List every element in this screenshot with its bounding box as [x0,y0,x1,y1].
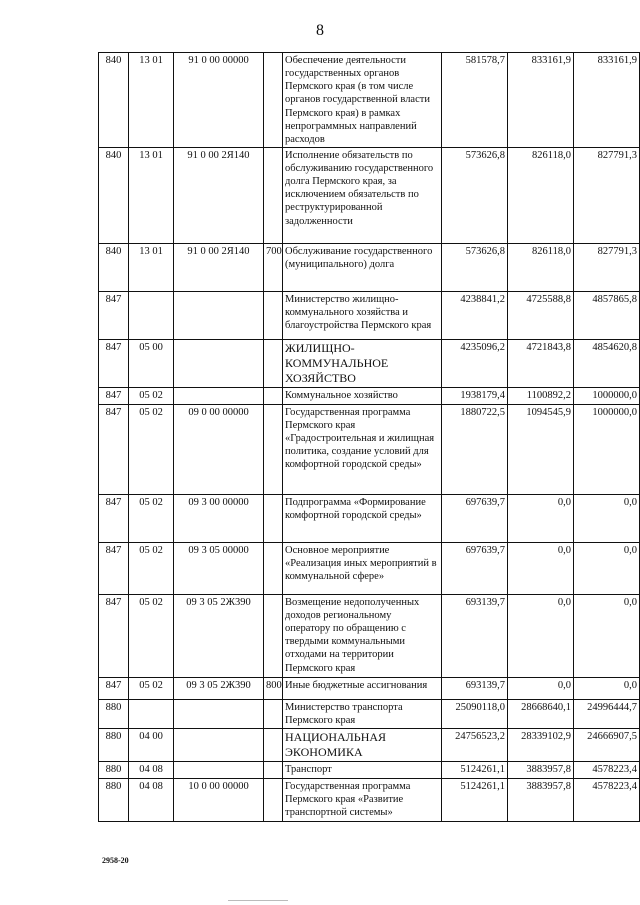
amount-year-2-cell: 1100892,2 [508,387,574,404]
amount-year-2-cell: 0,0 [508,542,574,594]
section-code-cell: 04 08 [129,779,174,821]
amount-year-1-cell: 25090118,0 [442,699,508,728]
ved-code-cell: 847 [99,494,129,542]
target-article-cell [174,291,264,339]
scan-artifact [228,900,288,901]
ved-code-cell: 880 [99,699,129,728]
table-row [99,404,640,494]
amount-year-1-cell: 573626,8 [442,147,508,243]
budget-table-body [99,53,640,822]
section-code-cell: 05 02 [129,404,174,494]
target-article-cell: 09 3 05 2Ж390 [174,594,264,677]
budget-table [98,52,640,822]
amount-year-3-cell: 4857865,8 [574,291,640,339]
amount-year-1-cell: 573626,8 [442,243,508,291]
expense-type-cell [264,387,283,404]
expense-type-cell [264,762,283,779]
amount-year-3-cell: 827791,3 [574,147,640,243]
amount-year-1-cell: 4235096,2 [442,339,508,387]
item-name-cell: Возмещение недополученных доходов региональному оператору по обращению с твердыми коммунальными отходами на территории Пермского края [283,594,442,677]
ved-code-cell: 847 [99,387,129,404]
amount-year-3-cell: 0,0 [574,677,640,699]
target-article-cell: 10 0 00 00000 [174,779,264,821]
target-article-cell [174,699,264,728]
amount-year-2-cell: 28668640,1 [508,699,574,728]
item-name-cell: Исполнение обязательств по обслуживанию государственного долга Пермского края, за исключением обязательств по реструктурированной задолженности [283,147,442,243]
expense-type-cell [264,779,283,821]
ved-code-cell: 847 [99,404,129,494]
table-row [99,594,640,677]
table-row [99,699,640,728]
table-row [99,339,640,387]
item-name-cell: Иные бюджетные ассигнования [283,677,442,699]
ved-code-cell: 840 [99,243,129,291]
target-article-cell [174,339,264,387]
amount-year-2-cell: 826118,0 [508,147,574,243]
amount-year-3-cell: 4854620,8 [574,339,640,387]
expense-type-cell [264,147,283,243]
ved-code-cell: 840 [99,53,129,148]
item-name-cell: Обеспечение деятельности государственных органов Пермского края (в том числе органов государственной власти Пермского края) в рамках непрограммных направлений расходов [283,53,442,148]
amount-year-1-cell: 693139,7 [442,594,508,677]
section-code-cell: 05 02 [129,494,174,542]
amount-year-3-cell: 0,0 [574,542,640,594]
section-code-cell: 05 02 [129,677,174,699]
amount-year-3-cell: 827791,3 [574,243,640,291]
section-code-cell: 04 08 [129,762,174,779]
item-name-cell: Государственная программа Пермского края «Градостроительная и жилищная политика, создание условий для комфортной городской среды» [283,404,442,494]
table-row [99,243,640,291]
amount-year-2-cell: 3883957,8 [508,762,574,779]
item-name-cell: Государственная программа Пермского края «Развитие транспортной системы» [283,779,442,821]
ved-code-cell: 880 [99,779,129,821]
expense-type-cell [264,729,283,762]
table-row [99,147,640,243]
amount-year-2-cell: 3883957,8 [508,779,574,821]
table-row [99,53,640,148]
amount-year-2-cell: 0,0 [508,594,574,677]
ved-code-cell: 880 [99,729,129,762]
item-name-cell: ЖИЛИЩНО-КОММУНАЛЬНОЕ ХОЗЯЙСТВО [283,339,442,387]
amount-year-3-cell: 24996444,7 [574,699,640,728]
target-article-cell [174,762,264,779]
ved-code-cell: 847 [99,339,129,387]
expense-type-cell [264,53,283,148]
section-code-cell: 05 02 [129,542,174,594]
ved-code-cell: 847 [99,291,129,339]
amount-year-3-cell: 1000000,0 [574,387,640,404]
item-name-cell: Министерство жилищно-коммунального хозяйства и благоустройства Пермского края [283,291,442,339]
target-article-cell: 09 3 05 2Ж390 [174,677,264,699]
ved-code-cell: 840 [99,147,129,243]
expense-type-cell [264,542,283,594]
table-row [99,387,640,404]
amount-year-1-cell: 697639,7 [442,542,508,594]
document-code: 2958-20 [102,856,129,865]
expense-type-cell [264,404,283,494]
target-article-cell [174,387,264,404]
table-row [99,729,640,762]
amount-year-1-cell: 697639,7 [442,494,508,542]
amount-year-3-cell: 0,0 [574,594,640,677]
item-name-cell: Обслуживание государственного (муниципального) долга [283,243,442,291]
item-name-cell: Основное мероприятие «Реализация иных мероприятий в коммунальной сфере» [283,542,442,594]
page-number: 8 [316,22,324,39]
target-article-cell: 91 0 00 2Я140 [174,147,264,243]
ved-code-cell: 847 [99,677,129,699]
expense-type-cell [264,339,283,387]
table-row [99,779,640,821]
amount-year-3-cell: 0,0 [574,494,640,542]
section-code-cell: 13 01 [129,243,174,291]
amount-year-3-cell: 24666907,5 [574,729,640,762]
amount-year-2-cell: 1094545,9 [508,404,574,494]
expense-type-cell [264,494,283,542]
target-article-cell: 91 0 00 2Я140 [174,243,264,291]
expense-type-cell [264,291,283,339]
amount-year-1-cell: 1880722,5 [442,404,508,494]
expense-type-cell: 700 [264,243,283,291]
target-article-cell: 09 0 00 00000 [174,404,264,494]
ved-code-cell: 847 [99,594,129,677]
ved-code-cell: 847 [99,542,129,594]
target-article-cell: 09 3 00 00000 [174,494,264,542]
amount-year-2-cell: 28339102,9 [508,729,574,762]
amount-year-1-cell: 4238841,2 [442,291,508,339]
item-name-cell: Транспорт [283,762,442,779]
item-name-cell: Министерство транспорта Пермского края [283,699,442,728]
amount-year-2-cell: 0,0 [508,677,574,699]
item-name-cell: Подпрограмма «Формирование комфортной городской среды» [283,494,442,542]
amount-year-2-cell: 833161,9 [508,53,574,148]
target-article-cell: 91 0 00 00000 [174,53,264,148]
section-code-cell [129,699,174,728]
section-code-cell: 05 00 [129,339,174,387]
expense-type-cell: 800 [264,677,283,699]
amount-year-3-cell: 833161,9 [574,53,640,148]
table-row [99,291,640,339]
amount-year-2-cell: 4725588,8 [508,291,574,339]
amount-year-1-cell: 5124261,1 [442,779,508,821]
target-article-cell: 09 3 05 00000 [174,542,264,594]
section-code-cell: 05 02 [129,594,174,677]
amount-year-2-cell: 4721843,8 [508,339,574,387]
expense-type-cell [264,699,283,728]
amount-year-1-cell: 24756523,2 [442,729,508,762]
amount-year-3-cell: 4578223,4 [574,762,640,779]
table-row [99,542,640,594]
target-article-cell [174,729,264,762]
amount-year-2-cell: 826118,0 [508,243,574,291]
ved-code-cell: 880 [99,762,129,779]
section-code-cell: 04 00 [129,729,174,762]
item-name-cell: НАЦИОНАЛЬНАЯ ЭКОНОМИКА [283,729,442,762]
amount-year-1-cell: 5124261,1 [442,762,508,779]
expense-type-cell [264,594,283,677]
section-code-cell: 05 02 [129,387,174,404]
amount-year-1-cell: 581578,7 [442,53,508,148]
table-row [99,762,640,779]
table-row [99,494,640,542]
section-code-cell: 13 01 [129,147,174,243]
item-name-cell: Коммунальное хозяйство [283,387,442,404]
table-row [99,677,640,699]
amount-year-1-cell: 693139,7 [442,677,508,699]
section-code-cell: 13 01 [129,53,174,148]
amount-year-3-cell: 4578223,4 [574,779,640,821]
amount-year-3-cell: 1000000,0 [574,404,640,494]
amount-year-1-cell: 1938179,4 [442,387,508,404]
amount-year-2-cell: 0,0 [508,494,574,542]
section-code-cell [129,291,174,339]
